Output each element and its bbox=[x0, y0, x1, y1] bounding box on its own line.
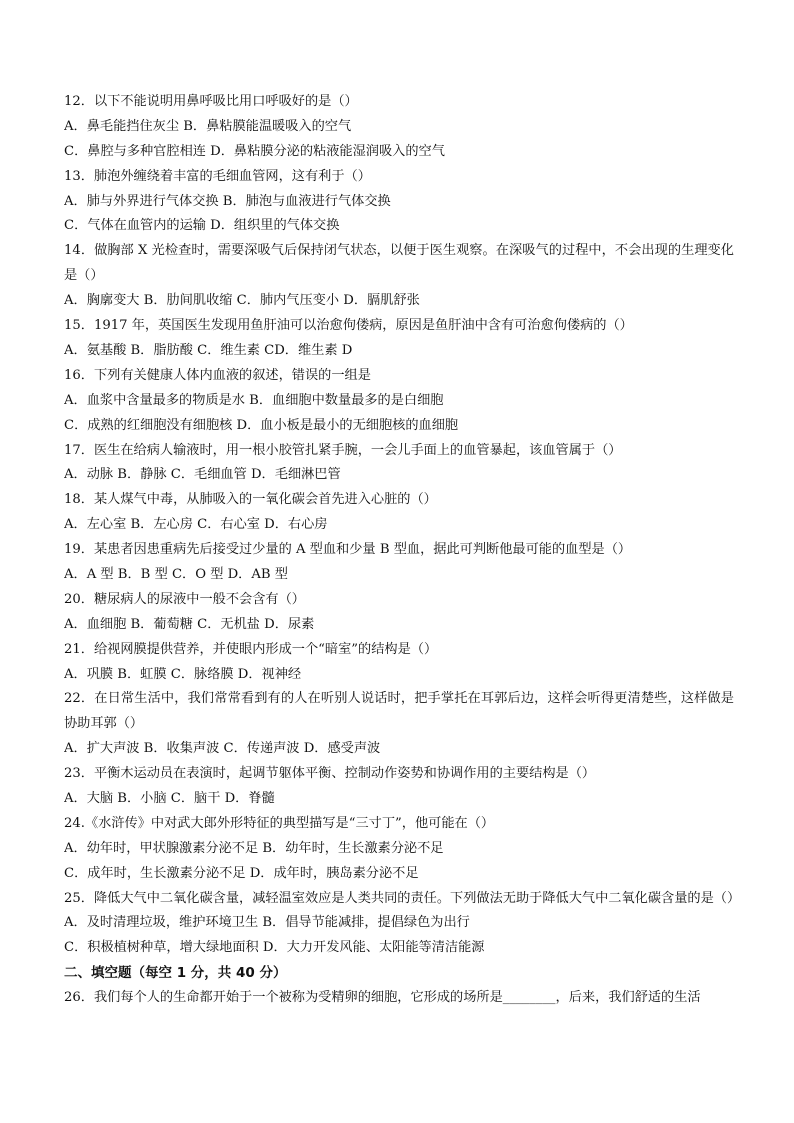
question-15 bbox=[64, 314, 734, 364]
question-stem: 12．以下不能说明用鼻呼吸比用口呼吸好的是（） bbox=[64, 94, 358, 109]
question-stem: 13．肺泡外缠绕着丰富的毛细血管网，这有利于（） bbox=[64, 168, 371, 184]
question-option-line: A．扩大声波 B．收集声波 C．传递声波 D．感受声波 bbox=[64, 741, 381, 757]
question-option-line: A．及时清理垃圾，维护环境卫生 B．倡导节能减排，提倡绿色为出行 bbox=[64, 915, 470, 931]
question-option-line: A．动脉 B．静脉 C．毛细血管 D．毛细淋巴管 bbox=[64, 467, 341, 483]
question-stem: 17．医生在给病人输液时，用一根小胶管扎紧手腕，一会儿手面上的血管暴起，该血管属于（） bbox=[64, 442, 622, 458]
question-option-line: A．氨基酸 B．脂肪酸 C．维生素 CD．维生素 D bbox=[64, 342, 353, 358]
question-13 bbox=[64, 165, 734, 240]
question-option-line: A．巩膜 B．虹膜 C．脉络膜 D．视神经 bbox=[64, 666, 302, 682]
question-25 bbox=[64, 887, 741, 962]
question-option-line: C．积极植树种草，增大绿地面积 D．大力开发风能、太阳能等清洁能源 bbox=[64, 940, 485, 956]
question-stem: 25．降低大气中二氧化碳含量，减轻温室效应是人类共同的责任。下列做法无助于降低大气中二氧化碳含量的是（） bbox=[64, 890, 741, 906]
question-option-line: A．左心室 B．左心房 C．右心室 D．右心房 bbox=[64, 517, 328, 533]
question-option-line: A．血浆中含量最多的物质是水 B．血细胞中数量最多的是白细胞 bbox=[64, 392, 444, 408]
question-19 bbox=[64, 538, 734, 588]
question-12 bbox=[64, 90, 734, 165]
question-22 bbox=[64, 687, 734, 762]
question-23 bbox=[64, 762, 734, 812]
question-stem: 21．给视网膜提供营养，并使眼内形成一个“暗室”的结构是（） bbox=[64, 641, 438, 657]
question-stem: 22．在日常生活中，我们常常看到有的人在听别人说话时，把手掌托在耳郭后边，这样会听得更清楚些，这样做是协助耳郭（） bbox=[64, 691, 734, 732]
section-title-fill-in: 二、填空题（每空 1 分，共 40 分） bbox=[64, 965, 287, 982]
question-stem: 19．某患者因患重病先后接受过少量的 A 型血和少量 B 型血，据此可判断他最可能的血型是（） bbox=[64, 542, 632, 558]
question-stem: 18．某人煤气中毒，从肺吸入的一氧化碳会首先进入心脏的（） bbox=[64, 492, 437, 508]
question-option-line: A．血细胞 B．葡萄糖 C．无机盐 D．尿素 bbox=[64, 616, 315, 632]
question-option-line: A．肺与外界进行气体交换 B．肺泡与血液进行气体交换 bbox=[64, 193, 391, 209]
question-stem: 15．1917 年，英国医生发现用鱼肝油可以治愈佝偻病，原因是鱼肝油中含有可治愈佝偻病的（） bbox=[64, 318, 633, 334]
question-option-line: C．气体在血管内的运输 D．组织里的气体交换 bbox=[64, 218, 340, 234]
question-24 bbox=[64, 812, 734, 887]
question-option-line: C．成熟的红细胞没有细胞核 D．血小板是最小的无细胞核的血细胞 bbox=[64, 417, 459, 433]
question-16 bbox=[64, 364, 734, 439]
question-stem: 20．糖尿病人的尿液中一般不会含有（） bbox=[64, 591, 305, 607]
question-stem: 16．下列有关健康人体内血液的叙述，错误的一组是 bbox=[64, 367, 371, 383]
question-21 bbox=[64, 638, 734, 688]
question-option-line: A．鼻毛能挡住灰尘 B．鼻粘膜能温暖吸入的空气 bbox=[64, 118, 352, 134]
question-option-line: A．大脑 B．小脑 C．脑干 D．脊髓 bbox=[64, 791, 275, 806]
question-stem: 14．做胸部 X 光检查时，需要深吸气后保持闭气状态，以便于医生观察。在深吸气的过程中，不会出现的生理变化是（） bbox=[64, 243, 734, 284]
question-stem: 23．平衡木运动员在表演时，起调节躯体平衡、控制动作姿势和协调作用的主要结构是（） bbox=[64, 766, 596, 782]
question-option-line: C．成年时，生长激素分泌不足 D．成年时，胰岛素分泌不足 bbox=[64, 865, 419, 881]
question-26-stem: 26．我们每个人的生命都开始于一个被称为受精卵的细胞，它形成的场所是________，后来，我们舒适的生活 bbox=[64, 990, 701, 1006]
question-17 bbox=[64, 439, 734, 489]
question-option-line: A．胸廓变大 B．肋间肌收缩 C．肺内气压变小 D．膈肌舒张 bbox=[64, 293, 420, 309]
question-option-line: A．幼年时，甲状腺激素分泌不足 B．幼年时，生长激素分泌不足 bbox=[64, 840, 444, 856]
question-18 bbox=[64, 488, 734, 538]
question-20 bbox=[64, 588, 734, 638]
question-option-line: A．A 型 B．B 型 C．O 型 D．AB 型 bbox=[64, 566, 288, 582]
question-option-line: C．鼻腔与多种官腔相连 D．鼻粘膜分泌的粘液能湿润吸入的空气 bbox=[64, 143, 445, 159]
exam-page bbox=[64, 90, 741, 1011]
question-14 bbox=[64, 239, 734, 314]
question-stem: 24.《水浒传》中对武大郎外形特征的典型描写是“三寸丁”，他可能在（） bbox=[64, 815, 495, 831]
